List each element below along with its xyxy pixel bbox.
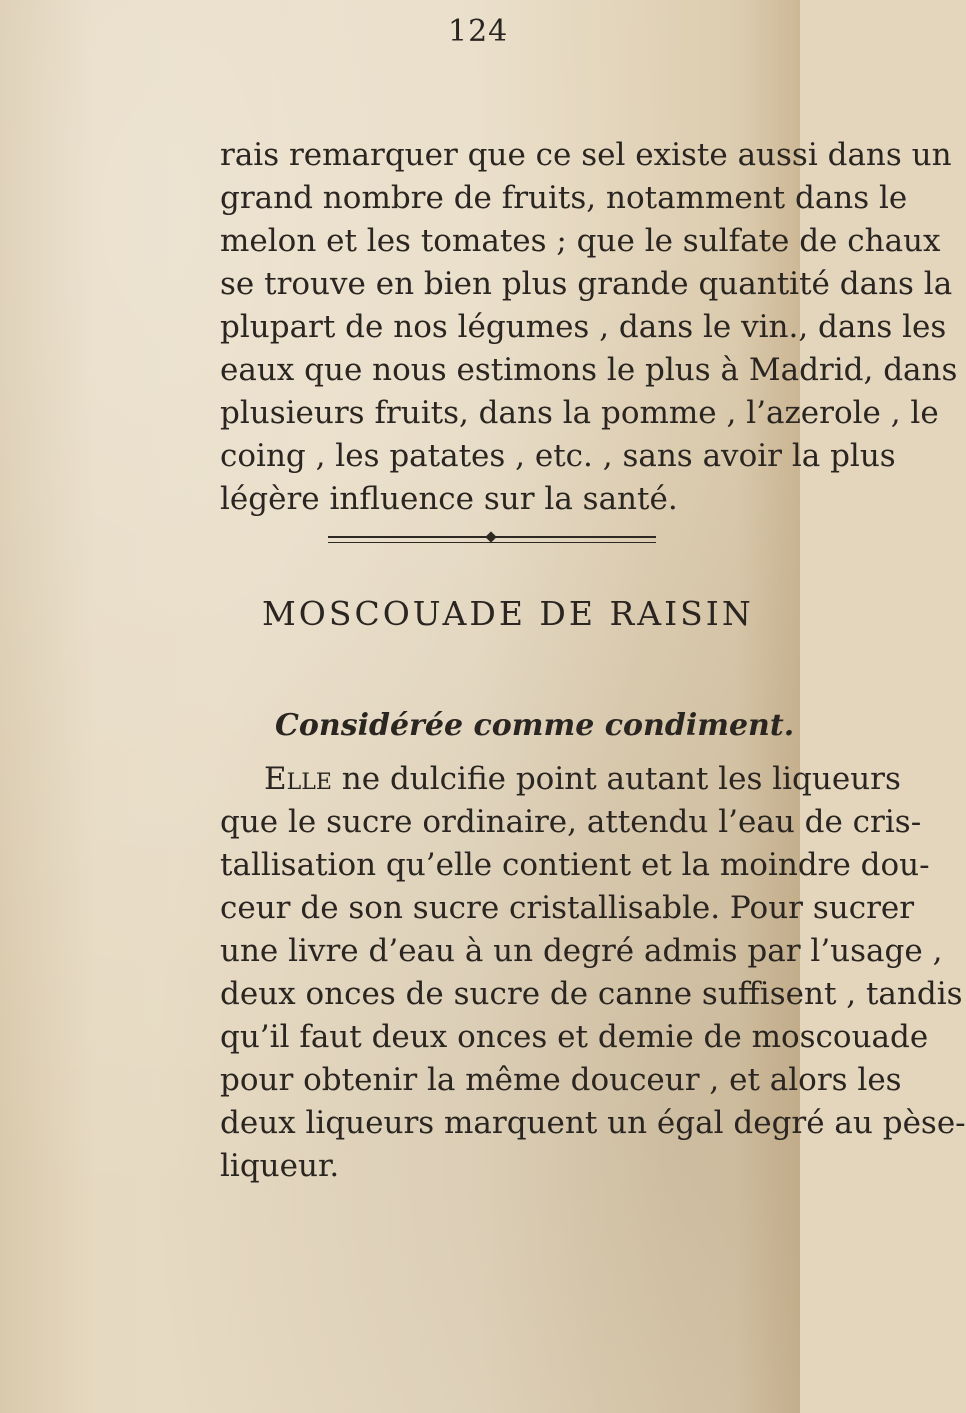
text-line: liqueur. <box>220 1148 340 1184</box>
text-line: plupart de nos légumes , dans le vin., dans les <box>220 309 947 345</box>
first-line-rest: ne dulcifie point autant les liqueurs <box>331 761 901 797</box>
text-line: plusieurs fruits, dans la pomme , l’azerole , le <box>220 395 939 431</box>
divider-ornament <box>485 531 496 542</box>
section-subtitle: Considérée comme condiment. <box>275 708 795 743</box>
text-line: tallisation qu’elle contient et la moindre dou- <box>220 847 930 883</box>
text-line: légère influence sur la santé. <box>220 481 678 517</box>
paragraph-moscouade <box>220 758 966 1188</box>
paragraph-continuation <box>220 134 958 521</box>
text-line: pour obtenir la même douceur , et alors les <box>220 1062 902 1098</box>
text-line: melon et les tomates ; que le sulfate de chaux <box>220 223 941 259</box>
drop-word: Elle <box>264 761 332 797</box>
text-line: grand nombre de fruits, notamment dans le <box>220 180 908 216</box>
section-divider-rule <box>328 536 656 538</box>
text-line: rais remarquer que ce sel existe aussi dans un <box>220 137 952 173</box>
text-line: ceur de son sucre cristallisable. Pour sucrer <box>220 890 915 926</box>
text-line: deux onces de sucre de canne suffisent , tandis <box>220 976 963 1012</box>
text-line: une livre d’eau à un degré admis par l’usage , <box>220 933 943 969</box>
section-title: MOSCOUADE DE RAISIN <box>262 594 754 633</box>
text-line: que le sucre ordinaire, attendu l’eau de cris- <box>220 804 922 840</box>
text-line-first <box>220 758 901 801</box>
text-line: qu’il faut deux onces et demie de moscouade <box>220 1019 929 1055</box>
text-line: deux liqueurs marquent un égal degré au pèse- <box>220 1105 966 1141</box>
text-line: eaux que nous estimons le plus à Madrid, dans <box>220 352 958 388</box>
text-line: coing , les patates , etc. , sans avoir la plus <box>220 438 896 474</box>
text-line: se trouve en bien plus grande quantité dans la <box>220 266 953 302</box>
page-number: 124 <box>448 14 509 49</box>
